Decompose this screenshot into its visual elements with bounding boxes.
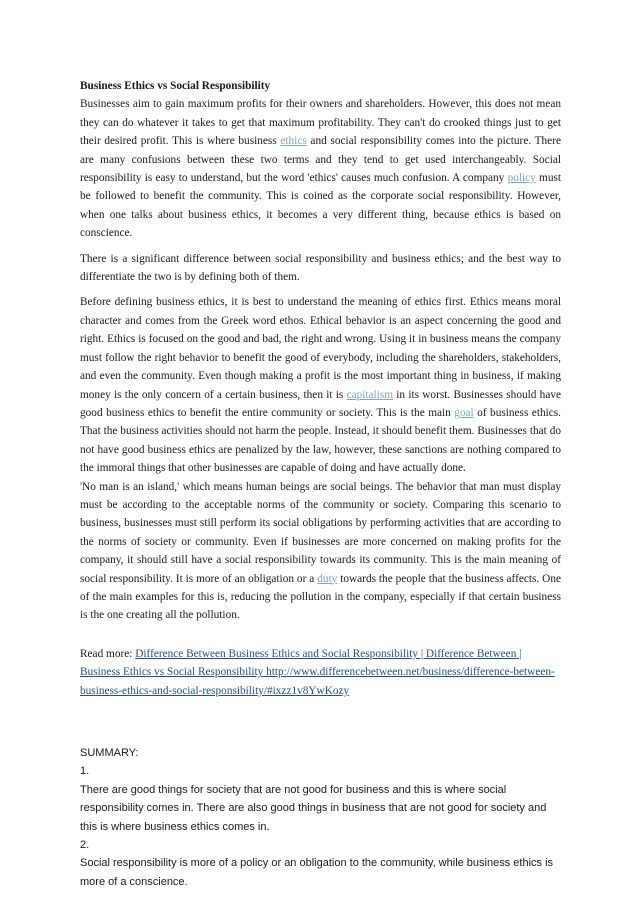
ethics-link[interactable]: ethics [280, 135, 307, 148]
summary-section [80, 744, 561, 891]
summary-point-1: There are good things for society that are not good for business and this is where social responsibility comes in. There are also good things in business that are not good for society and this is where business ethics comes in. [80, 783, 547, 833]
capitalism-link[interactable]: capitalism [346, 388, 394, 401]
goal-link[interactable]: goal [454, 406, 474, 419]
policy-link[interactable]: policy [507, 172, 536, 185]
ethics-text-b: in its worst. Businesses should have good business ethics to benefit the entire community or society. This is the main [80, 388, 562, 419]
intro-text-a: Businesses aim to gain maximum profits for their owners and shareholders. However, this does not mean they can do whatever it takes to get that maximum profitability. They can't do crooked things just to get their desired profit. This is where business [80, 98, 561, 148]
read-more-url[interactable]: http://www.differencebetween.net/business/difference-between-business-ethics-and-social-responsibility/#ixzz1v8YwKozy [80, 666, 555, 697]
intro-text-b: and social responsibility comes into the picture. There are many confusions between these two terms and they tend to get used interchangeably. Social responsibility is easy to understand, but the word 'ethics' causes much confusion. A company [80, 135, 561, 185]
read-more-link[interactable]: Difference Between Business Ethics and Social Responsibility | Difference Between | Business Ethics vs Social Responsibility [80, 647, 522, 679]
intro-paragraph [80, 95, 561, 242]
read-more [80, 645, 561, 700]
document-title: Business Ethics vs Social Responsibility [80, 80, 271, 92]
ethics-text-a: Before defining business ethics, it is best to understand the meaning of ethics first. Ethics means moral character and comes from the Greek word ethos. Ethical behavior is an aspect concerning the good and right. Ethics is focused on the good and bad, the right and wrong. Using it in business means the company must follow the right behavior to benefit the good of everybody, including the shareholders, stakeholders, and even the community. Even though making a profit is the most important thing in business, if making money is the only concern of a certain business, then it is [80, 296, 561, 401]
intro-text-c: must be followed to benefit the community. This is coined as the corporate social responsibility. However, when one talks about business ethics, it becomes a very different thing, because ethics is based on conscience. [80, 172, 562, 240]
summary-number-1: 1. [80, 765, 90, 778]
document-page [80, 77, 561, 891]
ethics-text-c: of business ethics. That the business activities should not harm the people. Instead, it should benefit them. Businesses that do not have good business ethics are penalized by the law, however, these sanctions are nothing compared to the immoral things that other businesses are capable of doing and have actually done. [80, 406, 561, 475]
business-ethics-paragraph [80, 293, 561, 477]
difference-paragraph: There is a significant difference between social responsibility and business ethics; and the best way to differentiate the two is by defining both of them. [80, 252, 561, 284]
summary-number-2: 2. [80, 839, 90, 852]
summary-point-2: Social responsibility is more of a policy or an obligation to the community, while business ethics is more of a conscience. [80, 857, 554, 888]
read-more-prefix: Read more: [80, 647, 136, 660]
social-text-a: 'No man is an island,' which means human beings are social beings. The behavior that man must display must be according to the acceptable norms of the community or society. Comparing this scenario to business, businesses must still perform its social obligations by performing activities that are according to the norms of society or community. Even if businesses are more concerned on making profits for the company, it should still have a social responsibility towards its community. This is the main meaning of social responsibility. It is more of an obligation or a [80, 480, 561, 585]
social-text-b: towards the people that the business affects. One of the main examples for this is, reducing the pollution in the company, especially if that certain business is the one creating all the pollution. [80, 572, 561, 622]
duty-link[interactable]: duty [317, 572, 338, 585]
summary-heading: SUMMARY: [80, 747, 139, 759]
social-responsibility-paragraph [80, 478, 561, 625]
